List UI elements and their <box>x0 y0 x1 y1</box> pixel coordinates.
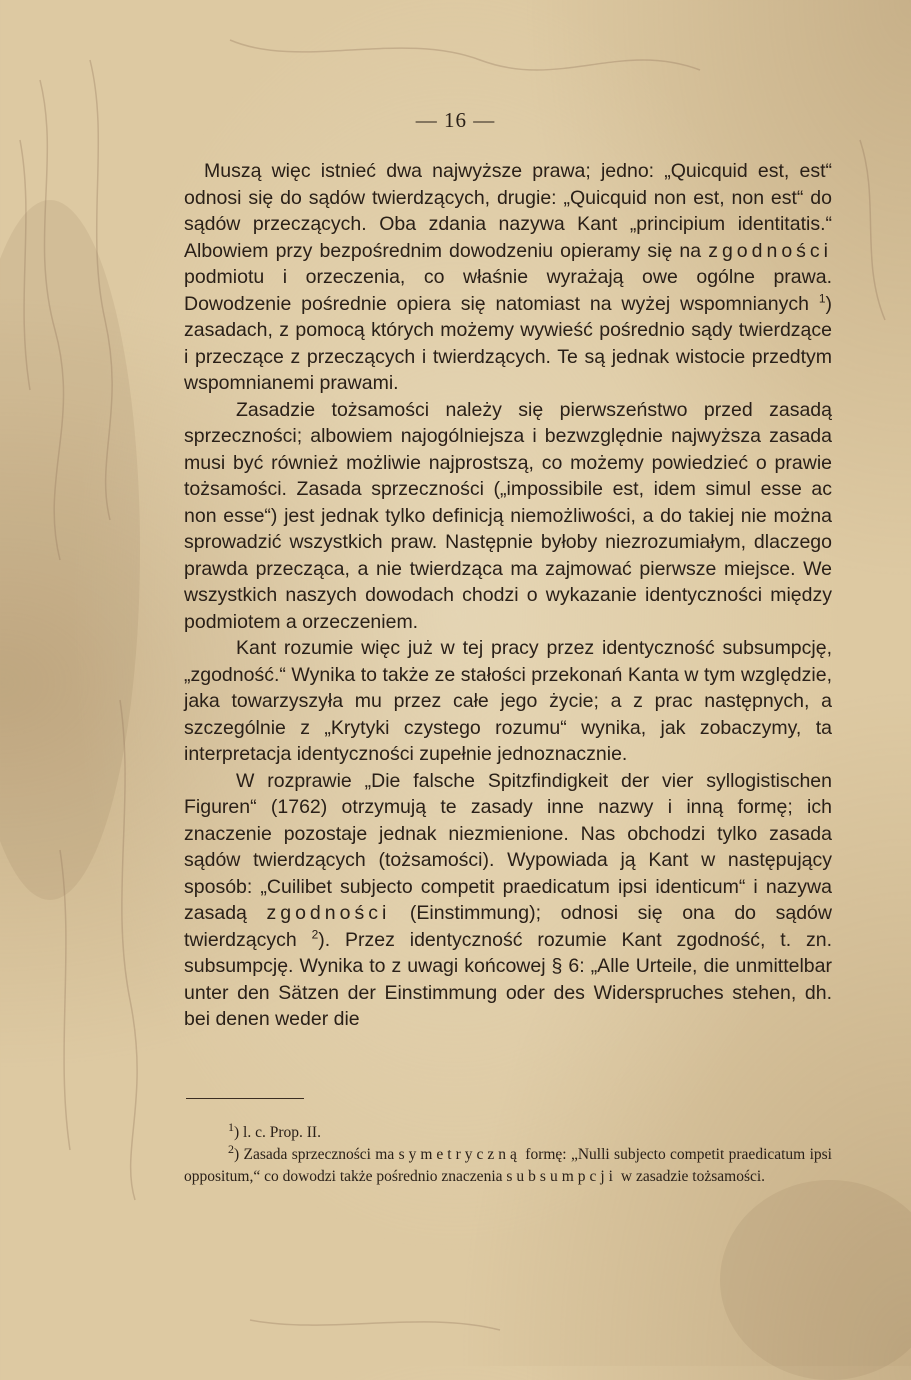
footnote-1-text: ) l. c. Prop. II. <box>234 1124 321 1141</box>
footnote-2 <box>184 1141 832 1188</box>
paragraph-4-spaced-text: zgodności <box>266 902 391 924</box>
paragraph-4-text-b: (Einstimmung); odnosi się ona do sądów twierdzących <box>184 902 832 951</box>
paragraph-1-text-b: podmiotu i orzeczenia, co właśnie wyrażają owe ogólne prawa. Dowodzenie pośrednie opiera się natomiast na wyżej wspomnianych <box>184 266 832 315</box>
paragraph-4 <box>184 768 832 1033</box>
body-text <box>184 158 832 1033</box>
paragraph-3: Kant rozumie więc już w tej pracy przez identyczność subsumpcję, „zgodność.“ Wynika to także ze stałości przekonań Kanta w tym względzie, jaka towarzyszyła mu przez całe jego życie; a z prac następnych, a szczególnie z „Krytyki czystego rozumu“ wynika, jak zobaczymy, ta interpretacja identyczności zupełnie jednoznacznie. <box>184 637 832 765</box>
footnote-ref-1[interactable]: 1 <box>818 291 826 305</box>
paragraph-4-text-c: ). Przez identyczność rozumie Kant zgodność, t. zn. subsumpcję. Wynika to z uwagi końcowej § 6: „Alle Urteile, die unmittelbar unter den Sätzen der Einstimmung oder des Widerspruches stehen, dh. bei denen weder die <box>184 928 832 1030</box>
paragraph-4-text-a: W rozprawie „Die falsche Spitzfindigkeit der vier syllogistischen Figuren“ (1762) otrzymują te zasady inne nazwy i inną formę; ich znaczenie pozostaje jednak niezmienione. Nas obchodzi tylko zasada sądów twierdzących (tożsamości). Wypowiada ją Kant w następujący sposób: „Cuilibet subjecto competit praedicatum ipsi identicum“ i nazywa zasadą <box>184 769 832 924</box>
footnote-2-text-b: formę: „Nulli subjecto competit praedicatum ipsi oppositum,“ co dowodzi także pośrednio znaczenia <box>184 1146 832 1185</box>
paper-stain <box>0 200 140 900</box>
footnote-2-mark: 2 <box>228 1141 234 1156</box>
footnote-2-text-c: w zasadzie tożsamości. <box>617 1168 766 1185</box>
footnote-2-spaced-text: symetryczną <box>398 1146 521 1163</box>
footnotes <box>184 1119 832 1188</box>
footnote-2-text-a: ) Zasada sprzeczności ma <box>234 1146 399 1163</box>
paragraph-1 <box>184 158 832 397</box>
footnote-separator <box>186 1098 304 1099</box>
paper-stain <box>720 1180 911 1380</box>
paragraph-2: Zasadzie tożsamości należy się pierwszeństwo przed zasadą sprzeczności; albowiem najogólniejsza i bezwzględnie najwyższa zasada musi być również możliwie najprostszą, co możemy powiedzieć o prawie tożsamości. Zasada sprzeczności („impossibile est, idem simul esse ac non esse“) jest jednak tylko definicją niemożliwości, a do takiej nie można sprowadzić wszystkich praw. Następnie byłoby niezrozumiałym, dlaczego prawda przecząca, a nie twierdząca ma zajmować pierwsze miejsce. We wszystkich naszych dowodach chodzi o wykazanie identyczności między podmiotem a orzeczeniem. <box>184 398 832 633</box>
footnote-1 <box>184 1119 832 1144</box>
footnote-ref-2[interactable]: 2 <box>311 927 319 941</box>
paragraph-1-spaced-text: zgodności <box>708 239 832 262</box>
paragraph-1-text-a: Muszą więc istnieć dwa najwyższe prawa; jedno: „Quicquid est, est“ odnosi się do sądów twierdzących, drugie: „Quicquid non est, non est“ do sądów przeczących. Oba zdania nazywa Kant „principium identitatis.“ Albowiem przy bezpośrednim dowodzeniu opieramy się na <box>184 160 832 262</box>
footnote-2-spaced-text-2: subsumpcji <box>506 1168 617 1185</box>
page-number: — 16 — <box>415 108 496 132</box>
paragraph-1-text-c: ) zasadach, z pomocą których możemy wywieść pośrednio sądy twierdzące i przeczące z przeczących i twierdzących. Te są jednak wistocie przedtym wspomnianemi prawami. <box>184 292 832 394</box>
footnote-1-mark: 1 <box>228 1119 234 1134</box>
